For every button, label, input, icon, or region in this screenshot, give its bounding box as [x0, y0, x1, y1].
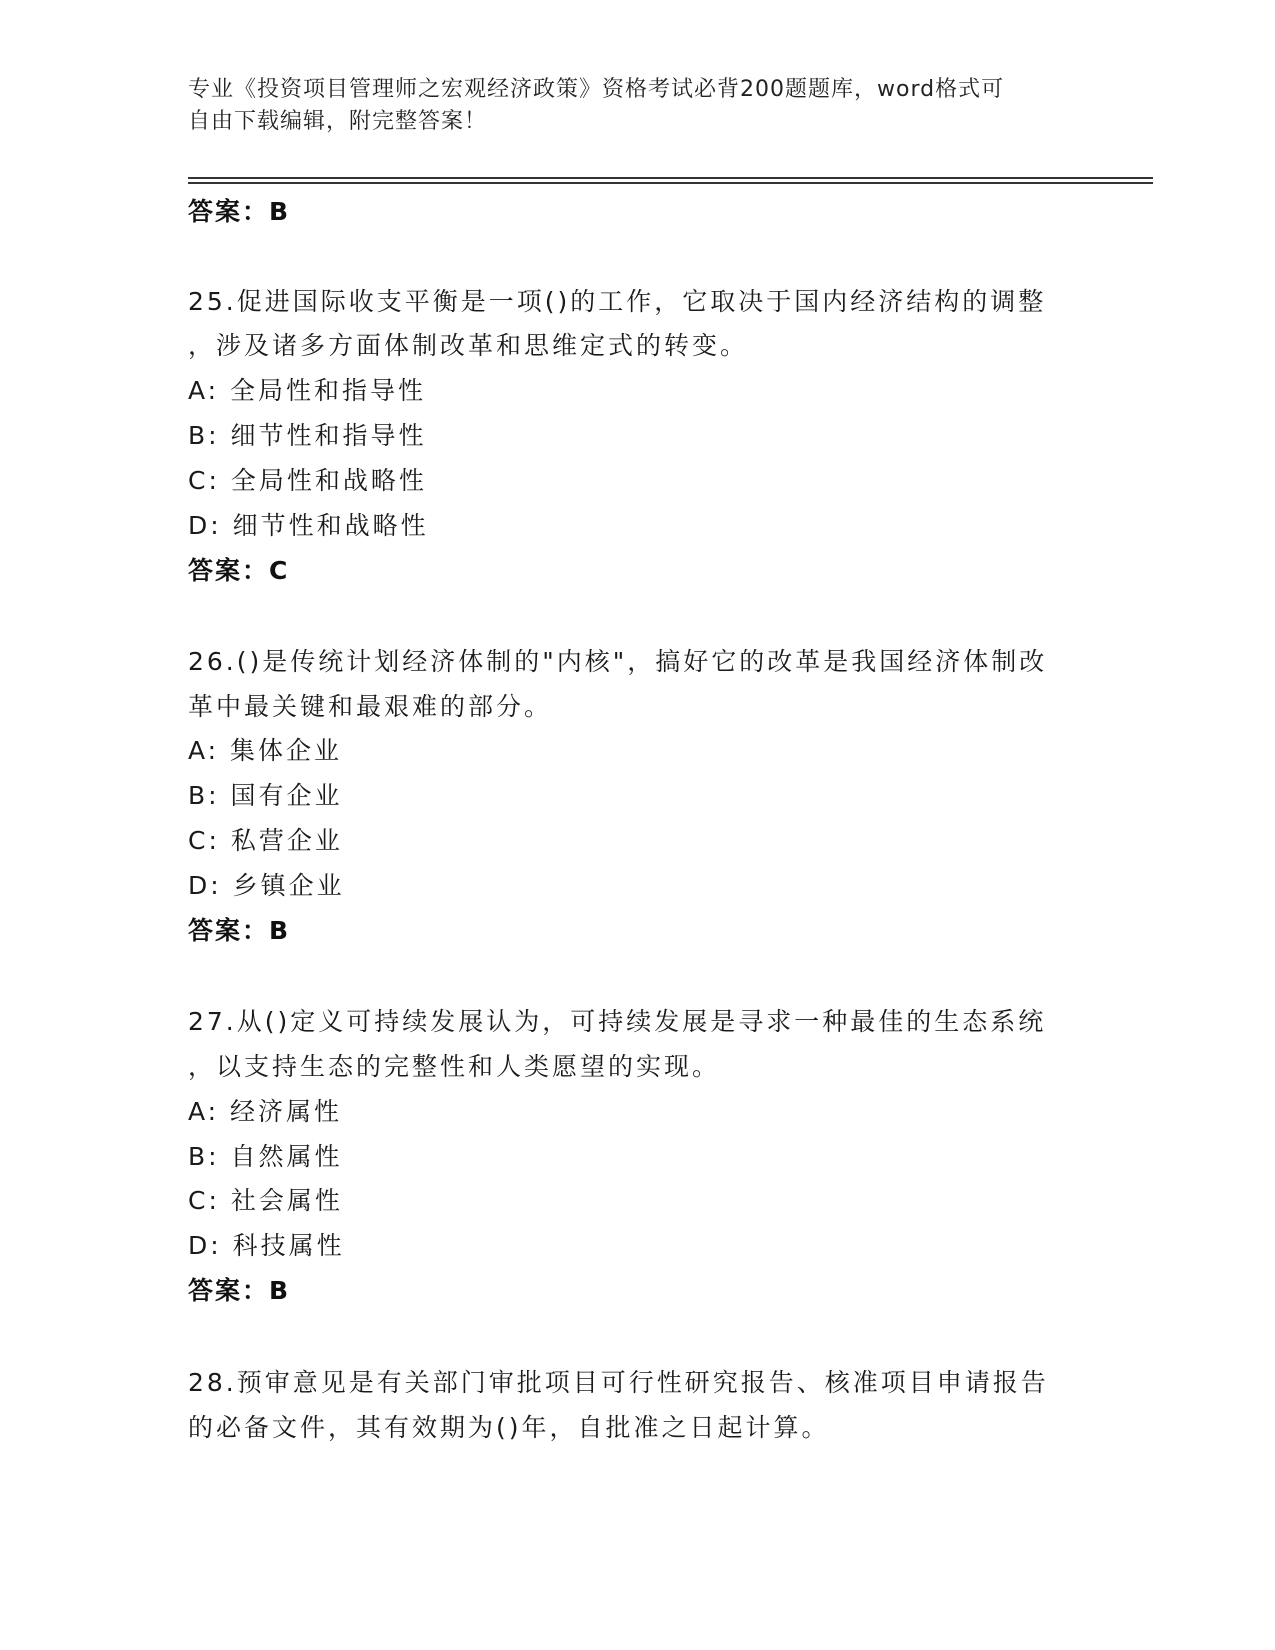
question-25-option-c: C: 全局性和战略性 [188, 466, 427, 495]
question-25-stem-line-1: 25.促进国际收支平衡是一项()的工作，它取决于国内经济结构的调整 [188, 287, 1047, 316]
question-27-option-d: D: 科技属性 [188, 1231, 345, 1260]
question-26-option-b: B: 国有企业 [188, 781, 343, 810]
question-27-stem-line-2: ，以支持生态的完整性和人类愿望的实现。 [188, 1052, 721, 1081]
question-28-stem-line-1: 28.预审意见是有关部门审批项目可行性研究报告、核准项目申请报告 [188, 1368, 1049, 1397]
question-26-option-a: A: 集体企业 [188, 736, 343, 765]
header-rule-bottom [188, 182, 1153, 184]
question-26-answer: 答案：B [188, 916, 291, 945]
question-28-stem-line-2: 的必备文件，其有效期为()年，自批准之日起计算。 [188, 1413, 830, 1442]
question-26-option-d: D: 乡镇企业 [188, 871, 345, 900]
question-26-stem-line-1: 26.()是传统计划经济体制的"内核"，搞好它的改革是我国经济体制改 [188, 647, 1048, 676]
question-27-option-a: A: 经济属性 [188, 1097, 343, 1126]
question-26-option-c: C: 私营企业 [188, 826, 343, 855]
question-25-answer: 答案：C [188, 556, 290, 585]
question-27-answer: 答案：B [188, 1276, 291, 1305]
header-line-2: 自由下载编辑，附完整答案！ [188, 109, 488, 134]
question-25-stem-line-2: ，涉及诸多方面体制改革和思维定式的转变。 [188, 331, 749, 360]
question-25-option-b: B: 细节性和指导性 [188, 421, 427, 450]
page-header [188, 74, 1088, 138]
question-26-stem-line-2: 革中最关键和最艰难的部分。 [188, 692, 553, 721]
question-25-option-d: D: 细节性和战略性 [188, 511, 429, 540]
answer-24: 答案：B [188, 197, 291, 226]
question-25-option-a: A: 全局性和指导性 [188, 376, 427, 405]
question-27-option-c: C: 社会属性 [188, 1186, 343, 1215]
question-27-stem-line-1: 27.从()定义可持续发展认为，可持续发展是寻求一种最佳的生态系统 [188, 1007, 1047, 1036]
header-line-1: 专业《投资项目管理师之宏观经济政策》资格考试必背200题题库，word格式可 [188, 77, 1005, 102]
header-rule-top [188, 177, 1153, 179]
question-27-option-b: B: 自然属性 [188, 1142, 343, 1171]
